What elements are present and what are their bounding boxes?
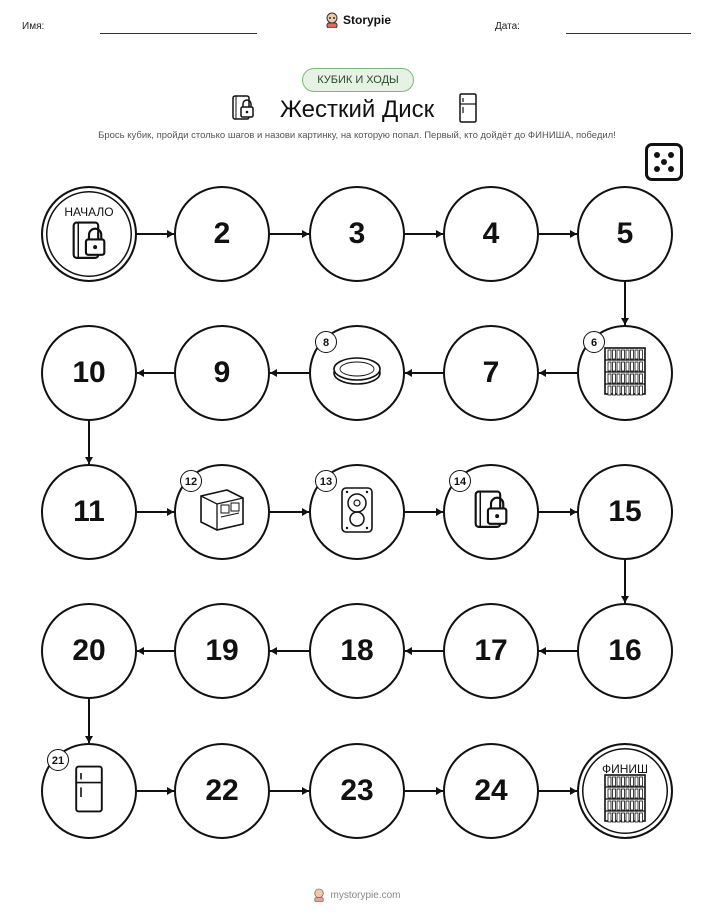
space-number-badge: 6	[583, 331, 605, 353]
footer	[0, 888, 714, 902]
space-number: 4	[482, 217, 500, 250]
date-line[interactable]	[566, 33, 691, 34]
hard-drive-icon	[339, 486, 375, 539]
space-number: 23	[340, 774, 374, 807]
space-number: 2	[213, 217, 231, 250]
board-space[interactable]	[577, 603, 673, 699]
date-label: Дата:	[495, 21, 520, 32]
space-number: 11	[73, 495, 105, 528]
board-space[interactable]	[174, 325, 270, 421]
space-number: 7	[482, 356, 500, 389]
finish-label: ФИНИШ	[601, 762, 649, 776]
space-number: 24	[474, 774, 508, 807]
fridge-icon	[458, 93, 478, 123]
space-number: 17	[474, 634, 508, 667]
bookshelf-icon	[602, 773, 648, 828]
board-space[interactable]	[443, 603, 539, 699]
space-number-badge: 14	[449, 470, 471, 492]
board-space[interactable]	[443, 743, 539, 839]
board-space[interactable]	[174, 186, 270, 282]
game-type-badge: КУБИК И ХОДЫ	[302, 68, 414, 92]
board-space[interactable]	[577, 186, 673, 282]
arrow-head-icon	[404, 646, 414, 656]
brand-logo	[325, 12, 391, 28]
bookshelf-icon	[602, 346, 648, 401]
board-space[interactable]	[174, 743, 270, 839]
board-space[interactable]	[443, 325, 539, 421]
finish-space[interactable]	[577, 743, 673, 839]
board-space[interactable]	[309, 743, 405, 839]
arrow-head-icon	[269, 646, 279, 656]
space-number-badge: 13	[315, 470, 337, 492]
board-space[interactable]	[41, 325, 137, 421]
name-line[interactable]	[100, 33, 257, 34]
footer-url[interactable]: mystorypie.com	[330, 889, 401, 901]
storypie-mascot-icon	[313, 888, 325, 902]
board-space[interactable]	[174, 603, 270, 699]
space-number: 9	[213, 356, 231, 389]
storypie-mascot-icon	[325, 12, 339, 28]
space-number: 5	[616, 217, 634, 250]
board-space[interactable]	[41, 464, 137, 560]
board-space[interactable]	[309, 603, 405, 699]
fridge-icon	[73, 762, 105, 821]
space-number: 15	[608, 495, 642, 528]
page-title: Жесткий Диск	[279, 96, 435, 123]
space-number: 20	[72, 634, 106, 667]
book-icon	[197, 488, 247, 537]
arrow-head-icon	[136, 368, 146, 378]
arrow-head-icon	[404, 368, 414, 378]
arrow-head-icon	[538, 368, 548, 378]
disc-icon	[331, 354, 383, 393]
locked-book-icon	[471, 487, 511, 538]
start-space[interactable]	[41, 186, 137, 282]
space-number: 16	[608, 634, 642, 667]
name-label: Имя:	[22, 21, 45, 32]
space-number: 22	[205, 774, 239, 807]
arrow-head-icon	[538, 646, 548, 656]
board-space[interactable]	[41, 603, 137, 699]
space-number-badge: 8	[315, 331, 337, 353]
start-label: НАЧАЛО	[64, 205, 114, 219]
space-number: 19	[205, 634, 239, 667]
board-space[interactable]	[577, 464, 673, 560]
space-number: 18	[340, 634, 374, 667]
space-number: 10	[72, 356, 106, 389]
space-number-badge: 12	[180, 470, 202, 492]
dice-five-icon	[645, 143, 683, 181]
arrow-head-icon	[136, 646, 146, 656]
locked-book-icon	[69, 218, 109, 269]
arrow-head-icon	[269, 368, 279, 378]
board-space[interactable]	[443, 186, 539, 282]
brand-name: Storypie	[343, 13, 392, 27]
board-space[interactable]	[309, 186, 405, 282]
space-number-badge: 21	[47, 749, 69, 771]
space-number: 3	[348, 217, 366, 250]
instructions: Брось кубик, пройди столько шагов и назови картинку, на которую попал. Первый, кто дойдёт до ФИНИША, победил!	[98, 130, 616, 141]
